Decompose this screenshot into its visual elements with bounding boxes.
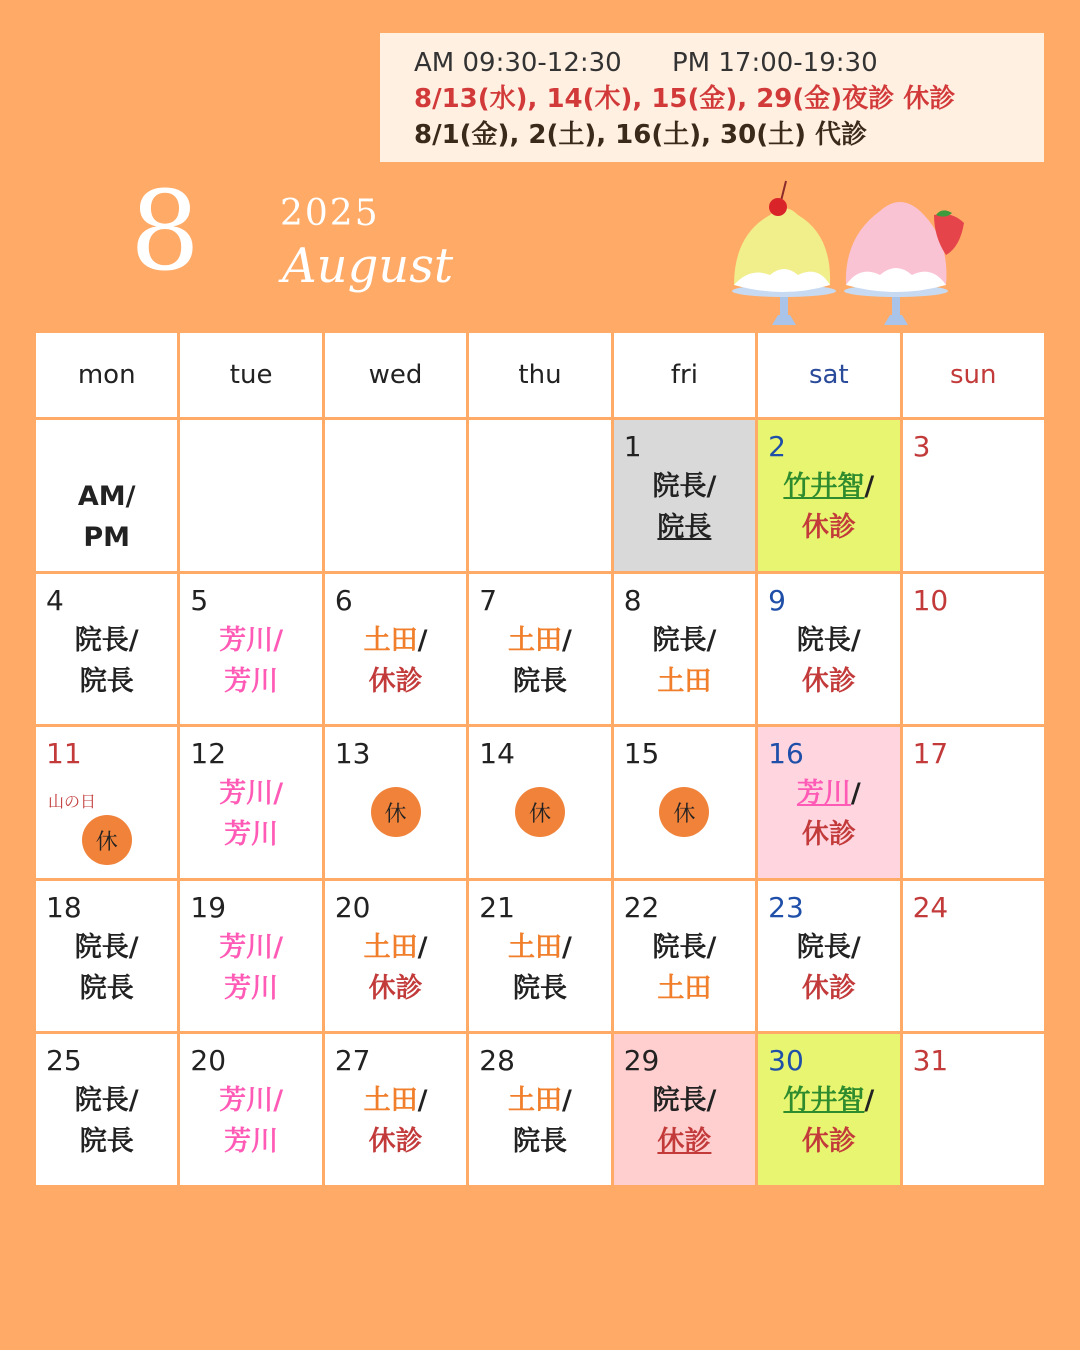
am-doctor: 芳川 [219,778,274,810]
separator: / [273,1085,284,1117]
day-number: 27 [334,1044,371,1078]
month-number: 8 [130,167,200,295]
doctor-schedule [758,773,899,855]
doctor-schedule [614,1080,755,1162]
am-doctor: 土田 [363,624,418,656]
year-label: 2025 [280,193,380,234]
pm-doctor: 院長 [79,665,134,697]
day-number: 29 [623,1044,660,1078]
doctor-schedule [325,1080,466,1162]
day-cell [758,1034,899,1185]
day-number: 9 [768,583,786,617]
separator: / [864,471,875,502]
weekday-mon: mon [36,333,177,417]
day-number: 8 [623,583,642,617]
day-number: 14 [479,737,515,771]
yellow-shaved-ice-icon [732,181,836,325]
am-doctor: 土田 [508,931,563,963]
clinic-hours-notice [380,33,1044,162]
day-number: 15 [623,737,660,771]
separator: / [562,624,572,656]
day-cell [903,420,1044,571]
separator: / [417,931,428,963]
separator: / [417,1085,428,1117]
am-doctor: 土田 [363,1085,418,1117]
pm-doctor: 院長 [512,972,567,1004]
am-doctor: 芳川 [219,931,274,963]
pm-doctor: 院長 [512,665,567,697]
day-number: 22 [623,890,660,924]
separator: / [128,931,139,963]
day-cell [614,727,755,878]
day-cell [758,574,899,725]
pm-doctor: 休診 [368,972,423,1004]
am-doctor: 院長 [74,1085,129,1117]
am-doctor: 芳川 [796,778,851,810]
pm-doctor: 土田 [657,665,712,697]
pm-doctor: 休診 [368,665,423,697]
am-doctor: 芳川 [219,1085,274,1117]
empty-day-cell [180,420,321,571]
day-cell [903,574,1044,725]
day-number: 31 [912,1044,949,1078]
day-cell [469,727,610,878]
legend-am: AM/ [77,481,136,512]
doctor-schedule [180,620,321,702]
pm-doctor: 院長 [512,1126,567,1158]
day-cell [469,574,610,725]
legend-cell [36,420,177,571]
pm-doctor: 院長 [79,972,134,1004]
month-name: August [282,238,454,294]
separator: / [864,1085,875,1117]
day-number: 7 [479,583,498,617]
legend-pm: PM [83,522,131,553]
weekday-sun: sun [903,333,1044,417]
day-cell [758,881,899,1032]
pm-doctor: 院長 [79,1126,134,1158]
doctor-schedule [36,1080,177,1162]
am-doctor: 芳川 [219,624,274,656]
day-number: 30 [768,1044,804,1078]
pm-doctor: 休診 [368,1126,423,1158]
day-cell [469,1034,610,1185]
separator: / [850,778,861,810]
day-number: 10 [912,583,949,617]
am-doctor: 土田 [363,931,418,963]
doctor-schedule [180,927,321,1009]
am-doctor: 院長 [796,931,851,963]
am-doctor: 院長 [74,624,129,656]
weekday-wed: wed [325,333,466,417]
doctor-schedule [758,466,899,548]
pm-doctor: 芳川 [224,972,279,1004]
day-cell [36,1034,177,1185]
am-doctor: 院長 [652,624,707,656]
doctor-schedule [758,1080,899,1162]
am-doctor: 竹井智 [783,1085,865,1117]
day-number: 13 [334,737,371,771]
day-cell [614,881,755,1032]
doctor-schedule [180,1080,321,1162]
doctor-schedule [180,773,321,855]
day-cell [325,727,466,878]
separator: / [273,624,284,656]
day-cell [903,727,1044,878]
day-number: 5 [190,583,209,617]
day-number: 18 [46,890,82,924]
day-cell [36,574,177,725]
day-cell [614,420,755,571]
closed-badge: 休 [371,787,421,837]
day-cell [758,727,899,878]
august-calendar [36,333,1044,1185]
doctor-schedule [325,620,466,702]
day-cell [903,881,1044,1032]
day-number: 4 [46,583,64,617]
hours-line [414,45,1044,81]
doctor-schedule [469,927,610,1009]
substitute-days-line: 8/1(金), 2(土), 16(土), 30(土) 代診 [414,120,868,150]
day-cell [325,881,466,1032]
doctor-schedule [469,1080,610,1162]
day-number: 20 [190,1044,227,1078]
pm-doctor: 休診 [801,1126,856,1158]
day-number: 12 [190,737,227,771]
day-cell [758,420,899,571]
doctor-schedule [614,620,755,702]
day-cell [180,727,321,878]
am-doctor: 院長 [796,624,851,656]
separator: / [706,1085,717,1117]
weekday-sat: sat [758,333,899,417]
day-cell [36,881,177,1032]
doctor-schedule [36,927,177,1009]
day-number: 23 [768,890,804,924]
pink-shaved-ice-icon [844,202,964,325]
doctor-schedule [469,620,610,702]
day-cell [469,881,610,1032]
separator: / [706,471,717,502]
am-doctor: 院長 [652,1085,707,1117]
day-cell [180,574,321,725]
day-number: 24 [912,890,949,924]
am-doctor: 院長 [74,931,129,963]
weekday-tue: tue [180,333,321,417]
day-number: 11 [46,737,82,771]
separator: / [706,931,717,963]
separator: / [562,1085,572,1117]
am-doctor: 竹井智 [783,471,865,502]
separator: / [128,1085,139,1117]
weekday-fri: fri [614,333,755,417]
pm-doctor: 院長 [657,512,712,543]
closed-badge: 休 [515,787,565,837]
separator: / [128,624,139,656]
doctor-schedule [614,927,755,1009]
day-cell [36,727,177,878]
pm-doctor: 芳川 [224,1126,279,1158]
pm-doctor: 休診 [801,972,856,1004]
pm-doctor: 休診 [801,819,856,851]
empty-day-cell [469,420,610,571]
doctor-schedule [36,620,177,702]
day-number: 3 [912,430,931,463]
separator: / [273,778,284,810]
separator: / [850,624,861,656]
holiday-label: 山の日 [48,792,97,812]
separator: / [417,624,428,656]
pm-doctor: 休診 [657,1126,712,1158]
pm-doctor: 休診 [801,512,856,543]
doctor-schedule [614,466,755,548]
pm-doctor: 休診 [801,665,856,697]
day-number: 2 [768,430,786,463]
day-number: 6 [334,583,353,617]
day-number: 28 [479,1044,515,1078]
separator: / [273,931,284,963]
am-hours: AM 09:30-12:30 [414,48,622,78]
day-cell [180,881,321,1032]
separator: / [706,624,717,656]
am-doctor: 院長 [652,931,707,963]
day-cell [614,574,755,725]
separator: / [562,931,572,963]
day-number: 16 [768,737,804,771]
day-cell [325,574,466,725]
am-doctor: 院長 [652,471,707,502]
doctor-schedule [325,927,466,1009]
day-cell [180,1034,321,1185]
closed-badge: 休 [659,787,709,837]
day-number: 20 [334,890,371,924]
day-number: 19 [190,890,227,924]
day-cell [325,1034,466,1185]
day-cell [903,1034,1044,1185]
day-cell [614,1034,755,1185]
doctor-schedule [758,927,899,1009]
day-number: 17 [912,737,949,771]
doctor-schedule [758,620,899,702]
day-number: 1 [623,430,642,463]
pm-doctor: 芳川 [224,819,279,851]
empty-day-cell [325,420,466,571]
pm-hours: PM 17:00-19:30 [672,48,878,78]
day-number: 25 [46,1044,82,1078]
am-doctor: 土田 [508,1085,563,1117]
closed-days-line: 8/13(水), 14(木), 15(金), 29(金)夜診 休診 [414,84,956,114]
closed-badge: 休 [82,815,132,865]
am-pm-legend [36,476,177,558]
pm-doctor: 土田 [657,972,712,1004]
separator: / [850,931,861,963]
am-doctor: 土田 [508,624,563,656]
pm-doctor: 芳川 [224,665,279,697]
day-number: 21 [479,890,515,924]
weekday-thu: thu [469,333,610,417]
shaved-ice-illustration [720,175,980,333]
